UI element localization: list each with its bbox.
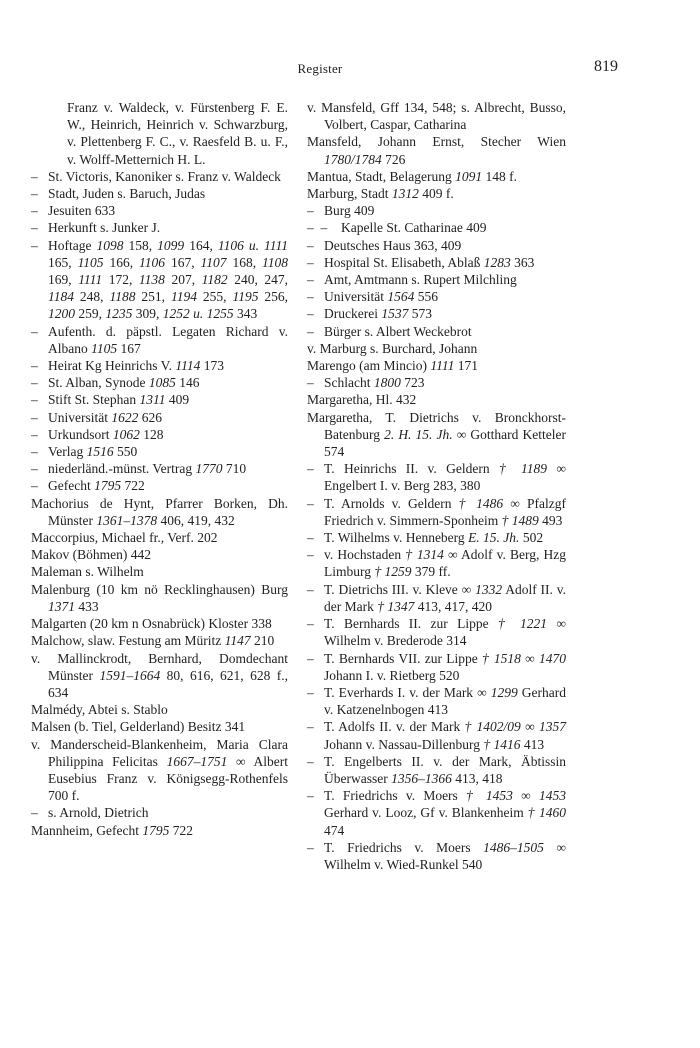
- index-entry: [307, 99, 566, 133]
- entry-text: Bürger s. Albert Weckebrot: [324, 323, 472, 339]
- index-entry: [307, 581, 566, 615]
- index-entry: [31, 804, 288, 821]
- date-or-term: 1106 u. 1111: [217, 237, 289, 253]
- date-or-term: 1795: [142, 822, 170, 838]
- entry-text: 167: [117, 340, 141, 356]
- entry-text: ∞ Wilhelm v. Brederode 314: [324, 616, 567, 649]
- date-or-term: † 1347: [377, 598, 415, 614]
- entry-text: v. Marburg s. Burchard, Johann: [307, 340, 478, 356]
- date-or-term: 1195: [232, 289, 259, 305]
- entry-text: 80, 616, 621, 628 f., 634: [48, 667, 288, 700]
- header-title: Register: [297, 61, 343, 76]
- entry-text: 148 f.: [482, 168, 517, 184]
- date-or-term: † 1460: [527, 805, 566, 821]
- date-or-term: 2. H. 15. Jh.: [384, 426, 453, 442]
- date-or-term: 1200: [48, 306, 75, 322]
- index-entry: [307, 546, 566, 580]
- date-or-term: E. 15. Jh.: [468, 530, 520, 546]
- entry-text: Machorius de Hynt, Pfarrer Borken, Dh. Münster: [31, 495, 288, 528]
- date-or-term: 1371: [48, 598, 75, 614]
- entry-text: Marburg, Stadt: [307, 186, 392, 202]
- entry-text: Schlacht: [324, 375, 374, 391]
- subentry-dash: –: [307, 375, 314, 391]
- entry-text: Adolf II. v. der Mark: [324, 581, 566, 614]
- date-or-term: 1470: [539, 650, 567, 666]
- index-entry: [307, 650, 566, 684]
- subentry-dash: –: [307, 719, 314, 735]
- date-or-term: 1147: [224, 633, 251, 649]
- subentry-dash: –: [31, 203, 38, 219]
- index-entry: [307, 168, 566, 185]
- index-entry: [31, 701, 288, 718]
- index-entry: [307, 460, 566, 494]
- index-entry: [307, 839, 566, 873]
- date-or-term: 1138: [138, 272, 165, 288]
- subentry-dash: –: [307, 753, 314, 769]
- index-entry: [31, 495, 288, 529]
- entry-text: 722: [121, 478, 145, 494]
- subentry-dash: –: [307, 530, 314, 546]
- index-entry: [31, 237, 288, 323]
- entry-text: 379 ff.: [411, 564, 451, 580]
- date-or-term: † 1221: [497, 616, 548, 632]
- index-entry: [31, 477, 288, 494]
- entry-text: ∞: [520, 650, 540, 666]
- date-or-term: † 1259: [374, 564, 412, 580]
- entry-text: T. Friedrichs v. Moers: [324, 788, 467, 804]
- entry-text: T. Bernhards II. zur Lippe: [324, 616, 498, 632]
- entry-text: 251,: [135, 289, 171, 305]
- date-or-term: † 1314: [405, 547, 444, 563]
- entry-text: Johann I. v. Rietberg 520: [324, 667, 460, 683]
- entry-text: 343: [233, 306, 258, 322]
- index-entry: [307, 305, 566, 322]
- date-or-term: † 1486: [458, 495, 504, 511]
- date-or-term: 1105: [91, 340, 118, 356]
- index-entry: [307, 202, 566, 219]
- date-or-term: 1105: [77, 254, 104, 270]
- entry-text: 168,: [226, 254, 263, 270]
- entry-text: St. Victoris, Kanoniker s. Franz v. Waldeck: [48, 168, 281, 184]
- entry-text: 474: [324, 822, 345, 838]
- entry-text: Burg 409: [324, 203, 375, 219]
- index-entry: [31, 99, 288, 168]
- date-or-term: 1194: [170, 289, 197, 305]
- subentry-dash: –: [31, 358, 38, 374]
- subentry-dash: –: [31, 461, 38, 477]
- entry-text: ∞ Gotthard Ketteler 574: [324, 426, 566, 460]
- entry-text: 710: [222, 461, 247, 477]
- entry-text: 363: [510, 254, 535, 270]
- entry-text: Malsen (b. Tiel, Gelderland) Besitz 341: [31, 719, 246, 735]
- entry-text: 256,: [258, 289, 289, 305]
- subentry-dash: –: [31, 478, 38, 494]
- index-entry: [31, 718, 288, 735]
- entry-text: 433: [75, 598, 99, 614]
- subentry-dash: –: [307, 788, 314, 804]
- entry-text: Gerhard v. Looz, Gf v. Blankenheim: [324, 805, 528, 821]
- subentry-dash: –: [307, 461, 314, 477]
- entry-text: 626: [138, 409, 162, 425]
- index-entry: [307, 340, 566, 357]
- index-entry: [31, 374, 288, 391]
- index-entry: [307, 219, 566, 236]
- subentry-dash: –: [31, 186, 38, 202]
- entry-text: 409 f.: [418, 186, 454, 202]
- entry-text: 158,: [123, 237, 158, 253]
- entry-text: Aufenth. d. päpstl. Legaten Richard v. Albano: [48, 323, 288, 356]
- entry-text: T. Wilhelms v. Henneberg: [324, 530, 469, 546]
- entry-text: 164,: [184, 237, 218, 253]
- subentry-dash: –: [31, 392, 38, 408]
- subentry-dash: –: [307, 581, 314, 597]
- index-entry: [307, 684, 566, 718]
- entry-text: St. Alban, Synode: [48, 375, 149, 391]
- entry-text: 259,: [75, 306, 106, 322]
- date-or-term: 1486–1505: [483, 839, 544, 855]
- date-or-term: † 1489: [501, 512, 539, 528]
- entry-text: 169,: [48, 272, 79, 288]
- date-or-term: 1795: [94, 478, 122, 494]
- entry-text: Deutsches Haus 363, 409: [324, 237, 462, 253]
- entry-text: 167,: [165, 254, 201, 270]
- entry-text: 172,: [102, 272, 139, 288]
- index-column-left: [31, 99, 288, 839]
- entry-text: Heirat Kg Heinrichs V.: [48, 358, 176, 374]
- date-or-term: 1108: [262, 254, 289, 270]
- entry-text: Mantua, Stadt, Belagerung: [307, 168, 456, 184]
- entry-text: 255,: [196, 289, 233, 305]
- entry-text: T. Heinrichs II. v. Geldern: [324, 461, 499, 477]
- subentry-dash: –: [307, 203, 314, 219]
- entry-text: Stift St. Stephan: [48, 392, 140, 408]
- entry-text: niederländ.-münst. Vertrag: [48, 461, 196, 477]
- date-or-term: 1361–1378: [96, 512, 158, 528]
- entry-text: 723: [400, 375, 425, 391]
- subentry-dash: –: [307, 254, 314, 270]
- entry-text: ∞ Pfalzgf Friedrich v. Simmern-Sponheim: [324, 495, 567, 528]
- entry-text: 165,: [48, 254, 78, 270]
- entry-text: 550: [113, 444, 138, 460]
- date-or-term: 1312: [391, 186, 419, 202]
- subentry-dash: –: [307, 289, 314, 305]
- index-entry: [31, 443, 288, 460]
- date-or-term: † 1402/09: [464, 719, 521, 735]
- subentry-dash: – –: [307, 220, 328, 236]
- index-entry: [31, 323, 288, 357]
- date-or-term: 1235: [105, 306, 133, 322]
- date-or-term: 1252 u. 1255: [162, 306, 234, 322]
- entry-text: v. Mallinckrodt, Bernhard, Domdechant Münster: [31, 650, 288, 683]
- date-or-term: 1332: [475, 581, 503, 597]
- entry-text: 173: [200, 358, 224, 374]
- entry-text: T. Engelberts II. v. der Mark, Äbtissin Überwasser: [324, 753, 566, 786]
- subentry-dash: –: [307, 616, 314, 632]
- entry-text: ∞: [512, 788, 540, 804]
- entry-text: 240, 247,: [227, 272, 289, 288]
- date-or-term: 1188: [109, 289, 136, 305]
- entry-text: Herkunft s. Junker J.: [48, 220, 161, 236]
- entry-text: Druckerei: [324, 306, 382, 322]
- entry-text: Malmédy, Abtei s. Stablo: [31, 702, 168, 718]
- index-entry: [307, 271, 566, 288]
- entry-text: Universität: [48, 409, 112, 425]
- date-or-term: 1283: [483, 254, 511, 270]
- entry-text: T. Friedrichs v. Moers: [324, 839, 484, 855]
- entry-text: T. Arnolds v. Geldern: [324, 495, 459, 511]
- date-or-term: 1311: [139, 392, 166, 408]
- date-or-term: 1537: [381, 306, 409, 322]
- entry-text: 493: [538, 512, 563, 528]
- entry-text: ∞ Albert Eusebius Franz v. Königsegg-Rothenfels 700 f.: [48, 753, 288, 804]
- index-entry: [307, 323, 566, 340]
- entry-text: Maccorpius, Michael fr., Verf. 202: [31, 530, 218, 546]
- date-or-term: 1182: [201, 272, 228, 288]
- date-or-term: 1356–1366: [391, 770, 452, 786]
- index-entry: [307, 391, 566, 408]
- entry-text: T. Everhards I. v. der Mark ∞: [324, 684, 491, 700]
- date-or-term: † 1518: [481, 650, 521, 666]
- entry-text: T. Dietrichs III. v. Kleve ∞: [324, 581, 476, 597]
- entry-text: 207,: [164, 272, 202, 288]
- entry-text: 171: [454, 358, 478, 374]
- date-or-term: † 1453: [466, 788, 513, 804]
- entry-text: 166,: [103, 254, 140, 270]
- date-or-term: 1106: [139, 254, 166, 270]
- subentry-dash: –: [307, 306, 314, 322]
- date-or-term: † 1189: [498, 461, 548, 477]
- index-entry: [31, 426, 288, 443]
- date-or-term: 1098: [96, 237, 124, 253]
- index-entry: [307, 529, 566, 546]
- entry-text: v. Hochstaden: [324, 547, 406, 563]
- entry-text: Malchow, slaw. Festung am Müritz: [31, 633, 225, 649]
- subentry-dash: –: [31, 168, 38, 184]
- subentry-dash: –: [307, 237, 314, 253]
- index-entry: [307, 787, 566, 839]
- date-or-term: 1780/1784: [324, 151, 382, 167]
- entry-text: 726: [381, 151, 406, 167]
- entry-text: Urkundsort: [48, 426, 113, 442]
- entry-text: 406, 419, 432: [157, 512, 235, 528]
- entry-text: Maleman s. Wilhelm: [31, 564, 144, 580]
- date-or-term: 1062: [112, 426, 140, 442]
- index-entry: [31, 563, 288, 580]
- index-entry: [31, 202, 288, 219]
- entry-text: 413: [520, 736, 545, 752]
- index-entry: [307, 288, 566, 305]
- index-entry: [307, 185, 566, 202]
- date-or-term: 1091: [455, 168, 483, 184]
- entry-text: ∞ Wilhelm v. Wied-Runkel 540: [324, 839, 567, 872]
- entry-text: Universität: [324, 289, 388, 305]
- entry-text: Verlag: [48, 444, 87, 460]
- entry-text: 722: [169, 822, 193, 838]
- index-entry: [31, 822, 288, 839]
- entry-text: 413, 418: [451, 770, 503, 786]
- subentry-dash: –: [307, 684, 314, 700]
- entry-text: Gerhard v. Katzenelnbogen 413: [324, 684, 566, 718]
- page-number: 819: [594, 58, 618, 75]
- date-or-term: 1564: [387, 289, 415, 305]
- subentry-dash: –: [307, 650, 314, 666]
- subentry-dash: –: [307, 272, 314, 288]
- entry-text: 573: [408, 306, 432, 322]
- date-or-term: 1516: [86, 444, 114, 460]
- index-entry: [31, 529, 288, 546]
- index-entry: [307, 409, 566, 461]
- entry-text: Mannheim, Gefecht: [31, 822, 143, 838]
- entry-text: T. Bernhards VII. zur Lippe: [324, 650, 482, 666]
- index-entry: [307, 133, 566, 167]
- index-entry: [31, 219, 288, 236]
- entry-text: Makov (Böhmen) 442: [31, 547, 151, 563]
- index-entry: [31, 736, 288, 805]
- entry-text: ∞ Adolf v. Berg, Hzg Limburg: [324, 547, 566, 580]
- entry-text: Malgarten (20 km n Osnabrück) Kloster 338: [31, 616, 272, 632]
- date-or-term: 1770: [195, 461, 223, 477]
- entry-text: Mansfeld, Johann Ernst, Stecher Wien: [307, 134, 566, 150]
- entry-text: 502: [519, 530, 544, 546]
- entry-text: ∞ Engelbert I. v. Berg 283, 380: [324, 461, 567, 494]
- entry-text: Franz v. Waldeck, v. Fürstenberg F. E. W., Heinrich, Heinrich v. Schwarzburg, v. Plettenberg F. C., v. Raesfeld B. u. F., v. Wolff-Metternich H. L.: [67, 100, 288, 167]
- index-entry: [307, 615, 566, 649]
- entry-text: s. Arnold, Dietrich: [48, 805, 149, 821]
- subentry-dash: –: [31, 409, 38, 425]
- entry-text: Johann v. Nassau-Dillenburg: [324, 736, 484, 752]
- index-entry: [307, 718, 566, 752]
- entry-text: v. Mansfeld, Gff 134, 548; s. Albrecht, Busso, Volbert, Caspar, Catharina: [307, 100, 566, 133]
- entry-text: Jesuiten 633: [48, 203, 116, 219]
- entry-text: Stadt, Juden s. Baruch, Judas: [48, 186, 206, 202]
- entry-text: 128: [139, 426, 164, 442]
- date-or-term: 1114: [175, 358, 201, 374]
- entry-text: Margaretha, Hl. 432: [307, 392, 417, 408]
- index-entry: [31, 185, 288, 202]
- date-or-term: 1591–1664: [99, 667, 161, 683]
- entry-text: Malenburg (10 km nö Recklinghausen) Burg: [31, 581, 288, 597]
- entry-text: Margaretha, T. Dietrichs v. Bronckhorst-Batenburg: [307, 409, 566, 442]
- entry-text: v. Manderscheid-Blankenheim, Maria Clara Philippina Felicitas: [31, 736, 288, 769]
- index-entry: [31, 168, 288, 185]
- date-or-term: 1299: [490, 684, 518, 700]
- subentry-dash: –: [31, 375, 38, 391]
- index-entry: [31, 409, 288, 426]
- date-or-term: 1800: [373, 375, 401, 391]
- date-or-term: 1099: [157, 237, 185, 253]
- subentry-dash: –: [31, 805, 38, 821]
- date-or-term: 1085: [148, 375, 176, 391]
- date-or-term: 1184: [48, 289, 74, 305]
- date-or-term: 1453: [539, 788, 567, 804]
- entry-text: Kapelle St. Catharinae 409: [341, 220, 487, 236]
- index-entry: [307, 237, 566, 254]
- index-column-right: [307, 99, 566, 873]
- date-or-term: 1667–1751: [166, 753, 228, 769]
- subentry-dash: –: [31, 237, 38, 253]
- subentry-dash: –: [307, 495, 314, 511]
- entry-text: 210: [250, 633, 275, 649]
- entry-text: Hoftage: [48, 237, 97, 253]
- entry-text: 413, 417, 420: [414, 598, 492, 614]
- entry-text: 146: [175, 375, 200, 391]
- date-or-term: 1357: [539, 719, 566, 735]
- index-entry: [31, 357, 288, 374]
- index-entry: [307, 374, 566, 391]
- entry-text: 248,: [74, 289, 110, 305]
- index-entry: [31, 391, 288, 408]
- entry-text: Marengo (am Mincio): [307, 358, 431, 374]
- index-entry: [31, 615, 288, 632]
- subentry-dash: –: [31, 426, 38, 442]
- date-or-term: † 1416: [483, 736, 521, 752]
- index-entry: [31, 546, 288, 563]
- index-entry: [31, 460, 288, 477]
- subentry-dash: –: [307, 323, 314, 339]
- index-entry: [307, 357, 566, 374]
- date-or-term: 1111: [430, 358, 455, 374]
- index-entry: [31, 632, 288, 649]
- entry-text: T. Adolfs II. v. der Mark: [324, 719, 465, 735]
- date-or-term: 1622: [111, 409, 139, 425]
- entry-text: ∞: [520, 719, 539, 735]
- index-entry: [307, 753, 566, 787]
- entry-text: Hospital St. Elisabeth, Ablaß: [324, 254, 484, 270]
- index-entry: [307, 495, 566, 529]
- date-or-term: 1107: [200, 254, 227, 270]
- index-entry: [31, 581, 288, 615]
- entry-text: Amt, Amtmann s. Rupert Milchling: [324, 272, 517, 288]
- entry-text: 309,: [132, 306, 163, 322]
- subentry-dash: –: [31, 323, 38, 339]
- date-or-term: 1111: [78, 272, 103, 288]
- entry-text: Gefecht: [48, 478, 95, 494]
- subentry-dash: –: [307, 547, 314, 563]
- index-entry: [307, 254, 566, 271]
- entry-text: 556: [414, 289, 438, 305]
- entry-text: 409: [165, 392, 190, 408]
- index-entry: [31, 650, 288, 702]
- subentry-dash: –: [307, 839, 314, 855]
- subentry-dash: –: [31, 444, 38, 460]
- subentry-dash: –: [31, 220, 38, 236]
